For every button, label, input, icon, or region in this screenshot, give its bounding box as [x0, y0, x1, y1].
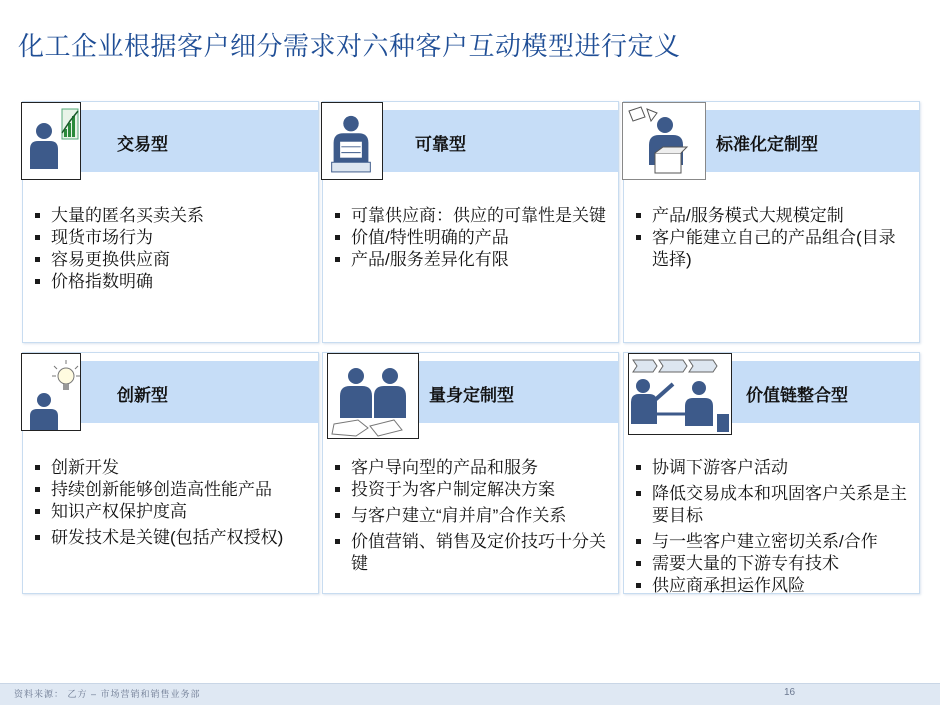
card-title: 价值链整合型: [746, 386, 848, 405]
card-reliable: [322, 101, 619, 343]
card-title: 可靠型: [415, 135, 466, 154]
people-value-chain-icon: [628, 353, 732, 435]
card-title: 标准化定制型: [716, 135, 818, 154]
list-item: 持续创新能够创造高性能产品: [33, 479, 308, 501]
bullet-list: [634, 457, 909, 597]
list-item: 价格指数明确: [33, 271, 308, 293]
list-item: 协调下游客户活动: [634, 457, 909, 479]
card-tailored: [322, 352, 619, 594]
list-item: 可靠供应商：供应的可靠性是关键: [333, 205, 608, 227]
footer-bar: [0, 683, 940, 705]
list-item: 投资于为客户制定解决方案: [333, 479, 608, 501]
list-item: 供应商承担运作风险: [634, 575, 909, 597]
two-people-puzzle-icon: [327, 353, 419, 439]
card-innovative: [22, 352, 319, 594]
list-item: 产品/服务差异化有限: [333, 249, 608, 271]
list-item: 客户导向型的产品和服务: [333, 457, 608, 479]
person-holding-box-icon: [321, 102, 383, 180]
person-chart-icon: [21, 102, 81, 180]
card-standardized-custom: [623, 101, 920, 343]
card-value-chain-integration: [623, 352, 920, 594]
bullet-list: [333, 457, 608, 575]
list-item: 与客户建立“肩并肩”合作关系: [333, 505, 608, 527]
source-note: 资料来源： 乙方 – 市场营销和销售业务部: [14, 689, 201, 699]
card-title: 量身定制型: [429, 386, 514, 405]
list-item: 知识产权保护度高: [33, 501, 308, 523]
card-title: 创新型: [117, 386, 168, 405]
list-item: 创新开发: [33, 457, 308, 479]
list-item: 容易更换供应商: [33, 249, 308, 271]
list-item: 研发技术是关键(包括产权授权): [33, 527, 308, 549]
page-title: 化工企业根据客户细分需求对六种客户互动模型进行定义: [18, 31, 681, 61]
person-with-blocks-icon: [622, 102, 706, 180]
person-lightbulb-icon: [21, 353, 81, 431]
bullet-list: [33, 205, 308, 293]
list-item: 价值/特性明确的产品: [333, 227, 608, 249]
bullet-list: [333, 205, 608, 271]
bullet-list: [33, 457, 308, 549]
list-item: 客户能建立自己的产品组合(目录选择): [634, 227, 909, 271]
list-item: 大量的匿名买卖关系: [33, 205, 308, 227]
list-item: 产品/服务模式大规模定制: [634, 205, 909, 227]
card-transactional: [22, 101, 319, 343]
list-item: 价值营销、销售及定价技巧十分关键: [333, 531, 608, 575]
list-item: 现货市场行为: [33, 227, 308, 249]
page-number: 16: [784, 687, 796, 698]
list-item: 与一些客户建立密切关系/合作: [634, 531, 909, 553]
list-item: 降低交易成本和巩固客户关系是主要目标: [634, 483, 909, 527]
list-item: 需要大量的下游专有技术: [634, 553, 909, 575]
bullet-list: [634, 205, 909, 271]
card-title: 交易型: [117, 135, 168, 154]
